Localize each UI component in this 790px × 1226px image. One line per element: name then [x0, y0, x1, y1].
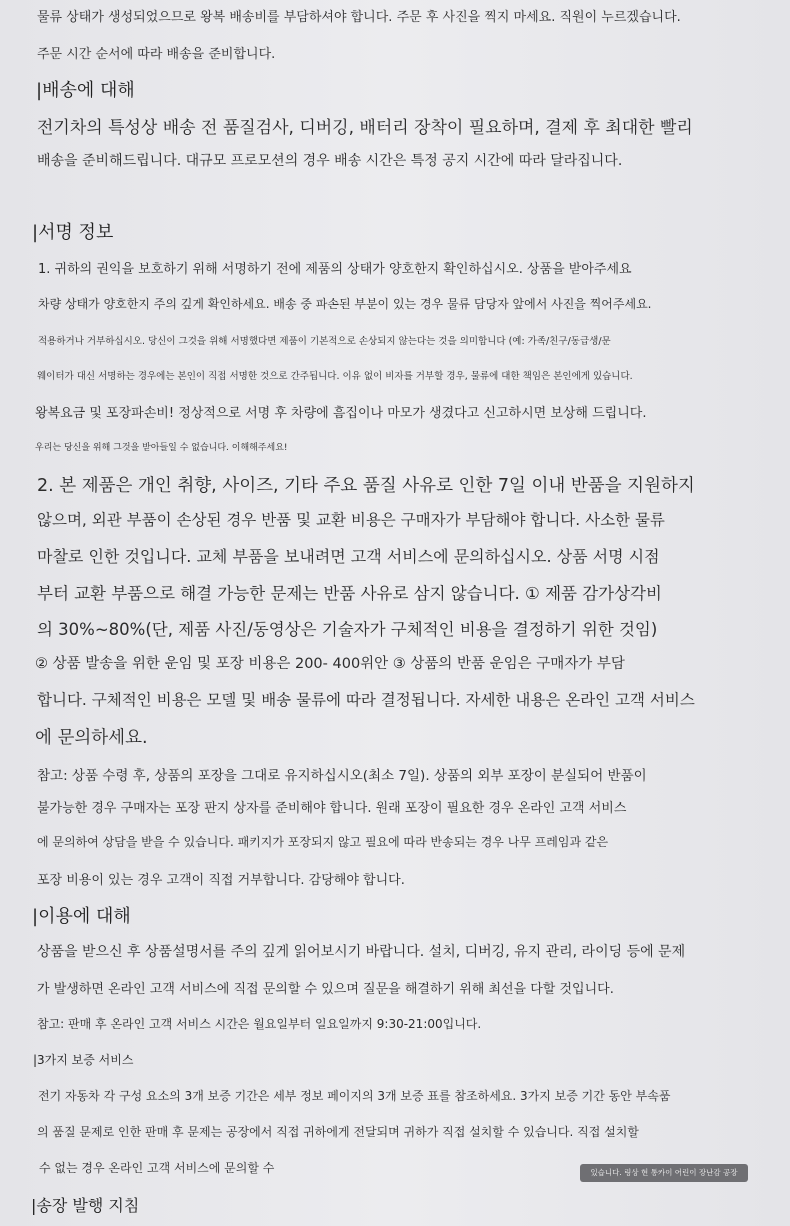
- signature-text-line: 왕복요금 및 포장파손비! 정상적으로 서명 후 차량에 흠집이나 마모가 생겼다고 신고하시면 보상해 드립니다.: [35, 406, 647, 421]
- signature-text-line: 차량 상태가 양호한지 주의 깊게 확인하세요. 배송 중 파손된 부분이 있는 경우 물류 담당자 앞에서 사진을 찍어주세요.: [38, 297, 652, 311]
- usage-text-line: 상품을 받으신 후 상품설명서를 주의 깊게 읽어보시기 바랍니다. 설치, 디버깅, 유지 관리, 라이딩 등에 문제: [37, 944, 686, 960]
- signature-text-line: 에 문의하세요.: [35, 728, 148, 748]
- signature-text-line: 의 30%~80%(단, 제품 사진/동영상은 기술자가 구체적인 비용을 결정하기 위한 것임): [37, 620, 658, 639]
- signature-text-line: 합니다. 구체적인 비용은 모델 및 배송 물류에 따라 결정됩니다. 자세한 내용은 온라인 고객 서비스: [37, 691, 695, 709]
- top-text-line: 물류 상태가 생성되었으므로 왕복 배송비를 부담하셔야 합니다. 주문 후 사진을 찍지 마세요. 직원이 누르겠습니다.: [37, 10, 681, 25]
- warranty-heading: |3가지 보증 서비스: [33, 1053, 134, 1067]
- usage-text-line: 참고: 판매 후 온라인 고객 서비스 시간은 월요일부터 일요일까지 9:30-21:00입니다.: [37, 1017, 482, 1031]
- warranty-text-line: 수 없는 경우 온라인 고객 서비스에 문의할 수: [39, 1161, 275, 1175]
- top-text-line: 주문 시간 순서에 따라 배송을 준비합니다.: [37, 47, 276, 62]
- invoice-heading: |송장 발행 지침: [31, 1196, 140, 1215]
- warranty-text-line: 전기 자동차 각 구성 요소의 3개 보증 기간은 세부 정보 페이지의 3개 보증 표를 참조하세요. 3가지 보증 기간 동안 부속품: [38, 1089, 671, 1103]
- signature-text-line: ② 상품 발송을 위한 운임 및 포장 비용은 200- 400위안 ③ 상품의 반품 운임은 구매자가 부담: [35, 656, 625, 672]
- signature-note-line: 불가능한 경우 구매자는 포장 판지 상자를 준비해야 합니다. 원래 포장이 필요한 경우 온라인 고객 서비스: [37, 801, 627, 816]
- shipping-text-line: 전기차의 특성상 배송 전 품질검사, 디버깅, 배터리 장착이 필요하며, 결제 후 최대한 빨리: [37, 118, 693, 138]
- signature-note-line: 에 문의하여 상담을 받을 수 있습니다. 패키지가 포장되지 않고 필요에 따라 반송되는 경우 나무 프레임과 같은: [37, 835, 609, 849]
- signature-text-line: 부터 교환 부품으로 해결 가능한 문제는 반품 사유로 삼지 않습니다. ① 제품 감가상각비: [37, 584, 662, 603]
- signature-note-line: 참고: 상품 수령 후, 상품의 포장을 그대로 유지하십시오(최소 7일). 상품의 외부 포장이 분실되어 반품이: [37, 768, 647, 784]
- overlay-badge: 있습니다. 링상 현 통카이 어린이 장난감 공장: [580, 1164, 748, 1182]
- shipping-text-line: 배송을 준비해드립니다. 대규모 프로모션의 경우 배송 시간은 특정 공지 시간에 따라 달라집니다.: [37, 153, 623, 169]
- shipping-heading: |배송에 대해: [36, 80, 135, 101]
- warranty-text-line: 의 품질 문제로 인한 판매 후 문제는 공장에서 직접 귀하에게 전달되며 귀하가 직접 설치할 수 있습니다. 직접 설치할: [37, 1125, 639, 1139]
- signature-heading: |서명 정보: [32, 222, 114, 243]
- signature-text-line: 적용하거나 거부하십시오. 당신이 그것을 위해 서명했다면 제품이 기본적으로 손상되지 않는다는 것을 의미합니다 (예: 가족/친구/동급생/문: [38, 336, 611, 347]
- signature-text-line: 1. 귀하의 권익을 보호하기 위해 서명하기 전에 제품의 상태가 양호한지 확인하십시오. 상품을 받아주세요: [38, 262, 632, 277]
- signature-text-line: 2. 본 제품은 개인 취향, 사이즈, 기타 주요 품질 사유로 인한 7일 이내 반품을 지원하지: [37, 476, 695, 496]
- usage-heading: |이용에 대해: [32, 906, 131, 927]
- signature-text-line: 우리는 당신을 위해 그것을 받아들일 수 없습니다. 이해해주세요!: [35, 443, 288, 453]
- signature-text-line: 않으며, 외관 부품이 손상된 경우 반품 및 교환 비용은 구매자가 부담해야 합니다. 사소한 물류: [37, 511, 665, 529]
- signature-text-line: 마찰로 인한 것입니다. 교체 부품을 보내려면 고객 서비스에 문의하십시오. 상품 서명 시점: [37, 547, 660, 566]
- signature-note-line: 포장 비용이 있는 경우 고객이 직접 거부합니다. 감당해야 합니다.: [37, 873, 405, 888]
- signature-text-line: 웨이터가 대신 서명하는 경우에는 본인이 직접 서명한 것으로 간주됩니다. 이유 없이 비자를 거부할 경우, 물류에 대한 책임은 본인에게 있습니다.: [37, 371, 633, 382]
- usage-text-line: 가 발생하면 온라인 고객 서비스에 직접 문의할 수 있으며 질문을 해결하기 위해 최선을 다할 것입니다.: [37, 982, 614, 997]
